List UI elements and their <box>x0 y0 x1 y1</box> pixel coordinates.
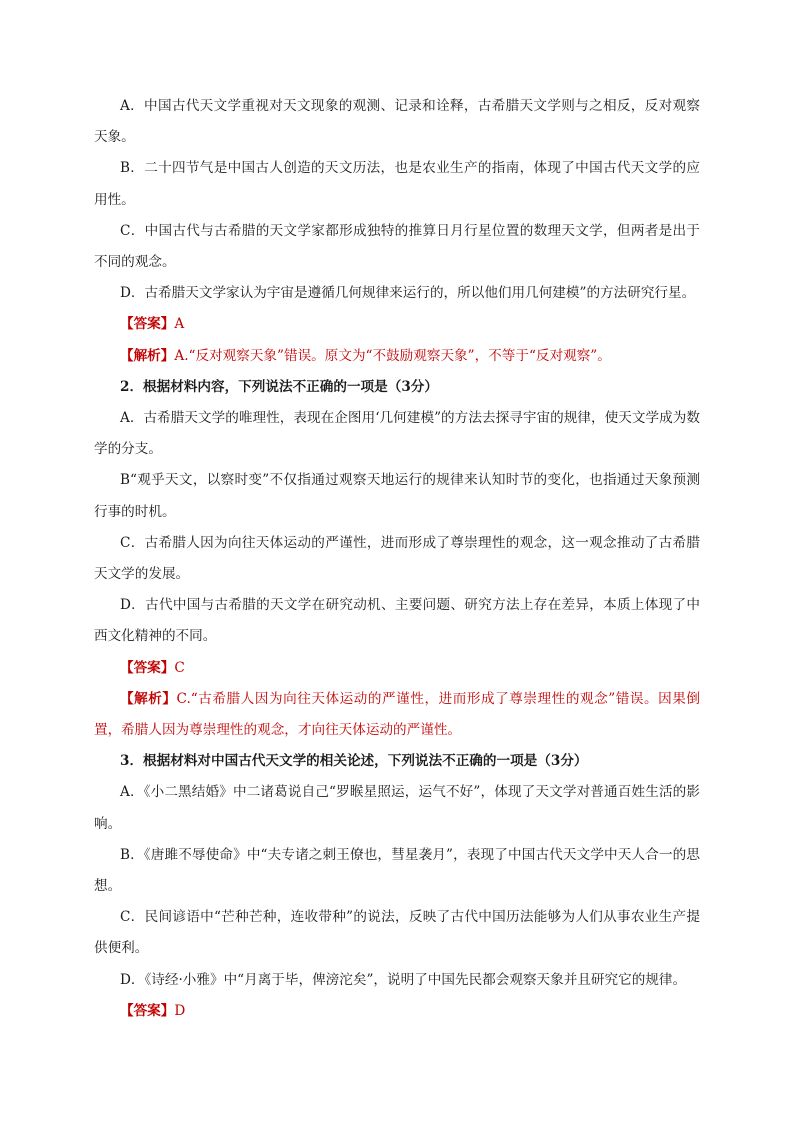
q2-answer <box>94 653 700 684</box>
q1-option-c: C．中国古代与古希腊的天文学家都形成独特的推算日月行星位置的数理天文学，但两者是出于不同的观念。 <box>94 222 700 271</box>
answer-value: C <box>174 659 185 676</box>
q2-option-b: B“观乎天文，以察时变”不仅指通过观察天地运行的规律来认知时节的变化，也指通过天象预测行事的时机。 <box>94 472 700 520</box>
q3-option-a: A．《小二黑结婚》中二诸葛说自己“罗睺星照运，运气不好”，体现了天文学对普通百姓生活的影响。 <box>94 784 700 832</box>
q3-stem: 3．根据材料对中国古代天文学的相关论述，下列说法不正确的一项是（3分） <box>120 753 588 770</box>
q1-option-a: A．中国古代天文学重视对天文现象的观测、记录和诠释，古希腊天文学则与之相反，反对观察天象。 <box>94 98 700 146</box>
q3-option-c: C．民间谚语中“芒种芒种，连收带种”的说法，反映了古代中国历法能够为人们从事农业生产提供便利。 <box>94 909 700 957</box>
analysis-tag: 【解析】 <box>120 347 175 364</box>
answer-tag: 【答案】 <box>120 1002 175 1019</box>
q3-option-b: B．《唐雎不辱使命》中“夫专诸之刺王僚也，彗星袭月”，表现了中国古代天文学中天人合一的思想。 <box>94 846 700 895</box>
answer-tag: 【答案】 <box>120 316 175 333</box>
analysis-tag: 【解析】 <box>120 690 177 707</box>
q2-option-a: A．古希腊天文学的唯理性，表现在企图用‘几何建模”的方法去探寻宇宙的规律，使天文学成为数学的分支。 <box>94 410 700 458</box>
q3-answer <box>94 996 700 1027</box>
document-page <box>94 91 700 1027</box>
q1-answer <box>94 309 700 340</box>
q1-option-d: D．古希腊天文学家认为宇宙是遵循几何规律来运行的，所以他们用几何建模”的方法研究行星。 <box>120 285 696 302</box>
q2-stem: 2．根据材料内容，下列说法不正确的一项是（3分） <box>120 378 438 395</box>
q2-option-c: C．古希腊人因为向往天体运动的严谨性，进而形成了尊崇理性的观念，这一观念推动了古希腊天文学的发展。 <box>94 534 700 583</box>
q1-option-b: B．二十四节气是中国古人创造的天文历法，也是农业生产的指南，体现了中国古代天文学的应用性。 <box>94 160 700 208</box>
analysis-text: A.“反对观察天象”错误。原文为“不鼓励观察天象”，不等于“反对观察”。 <box>174 347 611 364</box>
answer-value: A <box>174 316 185 333</box>
q2-analysis <box>94 684 700 746</box>
q2-option-d: D．古代中国与古希腊的天文学在研究动机、主要问题、研究方法上存在差异，本质上体现了中西文化精神的不同。 <box>94 597 700 645</box>
q1-analysis <box>94 341 700 372</box>
answer-value: D <box>174 1002 186 1019</box>
q3-option-d: D．《诗经·小雅》中“月离于毕，俾滂沱矣”，说明了中国先民都会观察天象并且研究它的规律。 <box>120 971 687 988</box>
analysis-text: C.“古希腊人因为向往天体运动的严谨性，进而形成了尊崇理性的观念”错误。因果倒置，希腊人因为尊崇理性的观念，才向往天体运动的严谨性。 <box>94 690 700 739</box>
answer-tag: 【答案】 <box>120 659 175 676</box>
